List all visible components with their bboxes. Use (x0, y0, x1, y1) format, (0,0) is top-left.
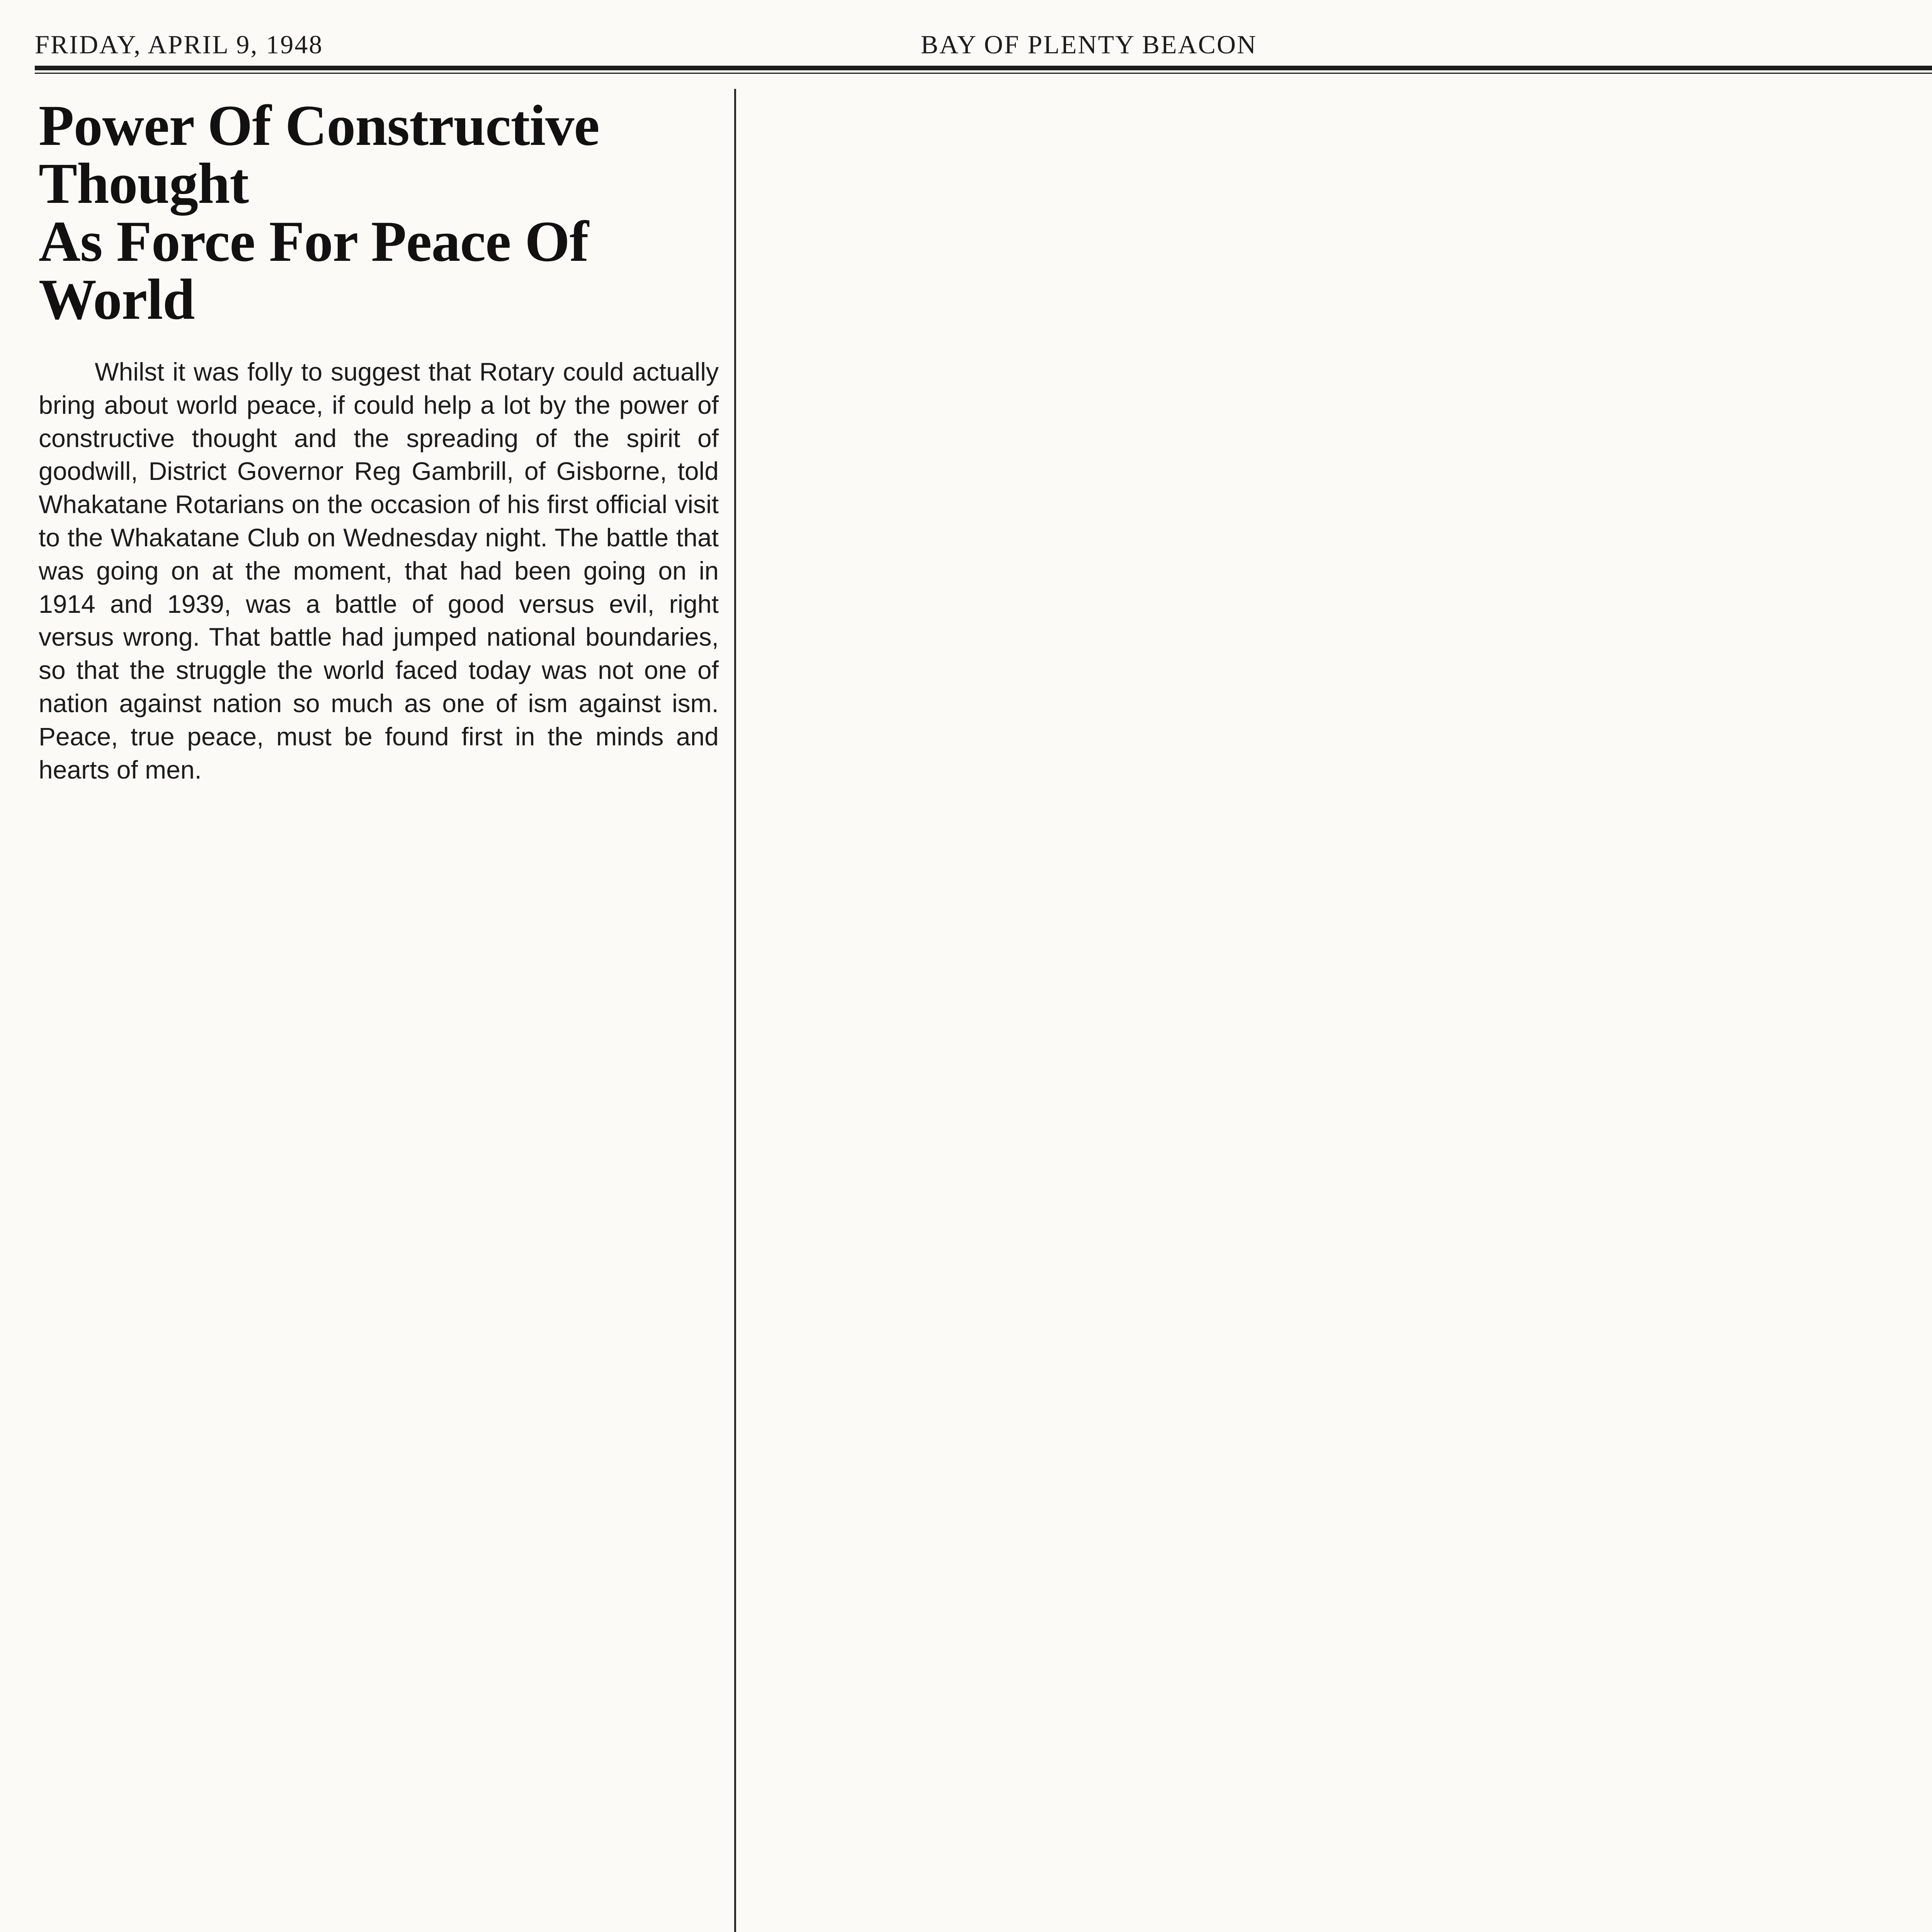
column-rule (734, 89, 736, 1932)
paper-title: BAY OF PLENTY BEACON (920, 30, 1257, 59)
page-label (1409, 29, 1932, 60)
lead-headline-line-1: Power Of Constructive Thought (39, 94, 599, 216)
masthead (35, 21, 1932, 60)
issue-date: FRIDAY, APRIL 9, 1948 (35, 30, 323, 59)
masthead-rule (35, 66, 1932, 70)
masthead-rule-thin (35, 73, 1932, 74)
lead-headline (39, 94, 719, 332)
lead-headline-line-2: As Force For Peace Of World (39, 209, 588, 332)
lead-intro: Whilst it was folly to suggest that Rotary could actually bring about world peace, if could help a lot by the power of constructive thought and the spreading of the spirit of goodwill, District Governor Reg Gambrill, of Gisborne, told Whakatane Rotarians on the occasion of his first official visit to the Whakatane Club on Wednesday night. The battle that was going on at the moment, that had been going on in 1914 and 1939, was a battle of good versus evil, right versus wrong. That battle had jumped national boundaries, so that the struggle the world faced today was not one of nation against nation so much as one of ism against ism. Peace, true peace, must be found first in the minds and hearts of men. (39, 357, 719, 784)
lead-article (39, 94, 719, 786)
